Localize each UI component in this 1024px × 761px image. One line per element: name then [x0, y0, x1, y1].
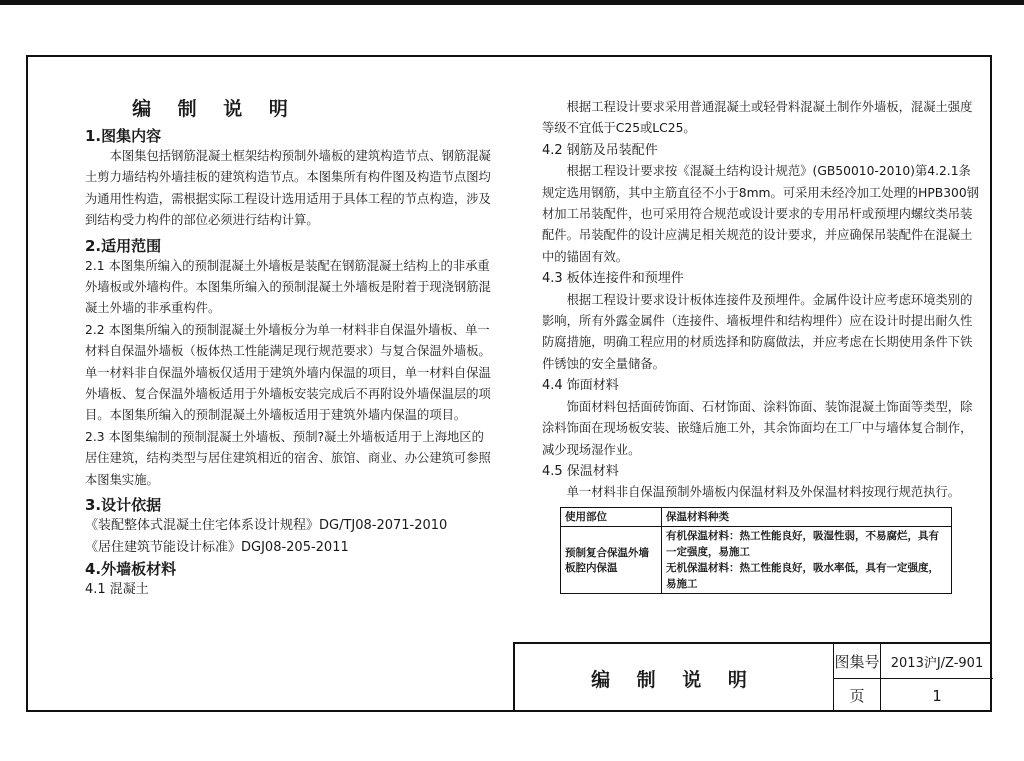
insulation-table — [560, 507, 952, 594]
table-header-material: 保温材料种类 — [662, 507, 952, 526]
scan-top-edge — [0, 0, 1024, 5]
section-4-4-heading: 4.4 饰面材料 — [542, 378, 619, 394]
table-cell-location: 预制复合保温外墙板腔内保温 — [561, 526, 662, 593]
title-block-title: 编 制 说 明 — [591, 668, 757, 691]
reference-1: 《装配整体式混凝土住宅体系设计规程》DG/TJ08-2071-2010 — [85, 518, 448, 534]
section-2-heading: 2.适用范围 — [85, 236, 162, 255]
table-row — [561, 526, 952, 593]
organic-insulation-text: 有机保温材料：热工性能良好，吸湿性弱，不易腐烂，具有一定强度，易施工 — [666, 529, 939, 558]
title-block — [513, 642, 992, 712]
page-number: 1 — [932, 686, 942, 705]
section-4-1-text: 根据工程设计要求采用普通混凝土或轻骨料混凝土制作外墙板，混凝土强度等级不宜低于C25或LC25。 — [542, 100, 973, 136]
section-2-1-text: 2.1 本图集所编入的预制混凝土外墙板是装配在钢筋混凝土结构上的非承重外墙板或外墙构件。本图集所编入的预制混凝土外墙板是附着于现浇钢筋混凝土外墙的非承重构件。 — [85, 258, 491, 316]
section-4-2-heading: 4.2 钢筋及吊装配件 — [542, 142, 658, 158]
section-4-2-text: 根据工程设计要求按《混凝土结构设计规范》(GB50010-2010)第4.2.1条规定选用钢筋，其中主筋直径不小于8mm。可采用未经冷加工处理的HPB300钢材加工吊装配件，也可采用符合规范或设计要求的专用吊杆或预埋内螺纹类吊装配件。吊装配件的设计应满足相关规范的设计要求，并应确保吊装配件在混凝土中的锚固有效。 — [542, 164, 979, 264]
atlas-number-label: 图集号 — [834, 652, 880, 671]
section-3-heading: 3.设计依据 — [85, 496, 162, 515]
table-header-row — [561, 507, 952, 526]
section-4-1-heading: 4.1 混凝土 — [85, 581, 149, 597]
section-4-heading: 4.外墙板材料 — [85, 559, 177, 578]
reference-2: 《居住建筑节能设计标准》DGJ08-205-2011 — [85, 539, 349, 555]
right-column — [542, 57, 982, 594]
table-cell-material — [662, 526, 952, 593]
left-column — [85, 57, 495, 600]
section-4-5-heading: 4.5 保温材料 — [542, 463, 619, 479]
section-4-5-text: 单一材料非自保温预制外墙板内保温材料及外保温材料按现行规范执行。 — [566, 485, 961, 500]
section-4-4-text: 饰面材料包括面砖饰面、石材饰面、涂料饰面、装饰混凝土饰面等类型，除涂料饰面在现场板安装、嵌缝后施工外，其余饰面均在工厂中与墙体复合制作，减少现场湿作业。 — [542, 399, 973, 457]
document-title: 编 制 说 明 — [132, 98, 298, 120]
section-2-3-text: 2.3 本图集编制的预制混凝土外墙板、预制?凝土外墙板适用于上海地区的居住建筑，结构类型与居住建筑相近的宿舍、旅馆、商业、办公建筑可参照本图集实施。 — [85, 429, 491, 487]
table-header-location: 使用部位 — [561, 507, 662, 526]
page-label: 页 — [849, 687, 865, 705]
inorganic-insulation-text: 无机保温材料：热工性能良好，吸水率低，具有一定强度，易施工 — [666, 561, 939, 590]
section-1-heading: 1.图集内容 — [85, 127, 162, 145]
section-2-2-text: 2.2 本图集所编入的预制混凝土外墙板分为单一材料非自保温外墙板、单一材料自保温外墙板（板体热工性能满足现行规范要求）与复合保温外墙板。单一材料非自保温外墙板仅适用于建筑外墙内保温的项目，单一材料自保温外墙板、复合保温外墙板适用于外墙板安装完成后不再附设外墙保温层的项目。本图集所编入的预制混凝土外墙板适用于建筑外墙内保温的项目。 — [85, 322, 491, 423]
drawing-frame — [26, 55, 992, 712]
section-1-text: 本图集包括钢筋混凝土框架结构预制外墙板的建筑构造节点、钢筋混凝土剪力墙结构外墙挂板的建筑构造节点。本图集所有构件图及构造节点图均为通用性构造，需根据实际工程设计选用适用于具体工程的节点构造，涉及到结构受力构件的部位必须进行结构计算。 — [85, 149, 491, 228]
atlas-number: 2013沪J/Z-901 — [890, 655, 984, 671]
section-4-3-text: 根据工程设计要求设计板体连接件及预埋件。金属件设计应考虑环境类别的影响，所有外露金属件（连接件、墙板埋件和结构埋件）应在设计时提出耐久性防腐措施，明确工程应用的材质选择和防腐做法，并应考虑在长期使用条件下铁件锈蚀的安全量储备。 — [542, 292, 973, 371]
title-block-grid — [833, 644, 993, 712]
section-4-3-heading: 4.3 板体连接件和预埋件 — [542, 271, 684, 287]
